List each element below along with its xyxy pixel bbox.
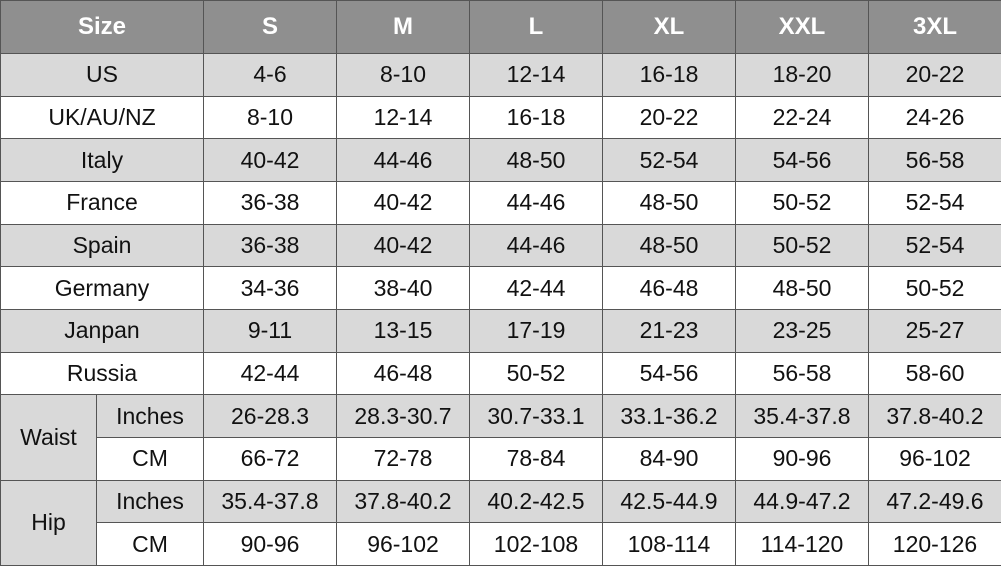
table-cell: 21-23 — [603, 309, 736, 352]
table-cell: 46-48 — [603, 267, 736, 310]
table-cell: 33.1-36.2 — [603, 395, 736, 438]
table-cell: 26-28.3 — [204, 395, 337, 438]
table-cell: 42-44 — [204, 352, 337, 395]
table-row-germany — [1, 267, 1001, 310]
row-label: Spain — [1, 224, 204, 267]
unit-label: Inches — [97, 395, 204, 438]
table-cell: 13-15 — [337, 309, 470, 352]
table-cell: 54-56 — [603, 352, 736, 395]
unit-label: CM — [97, 523, 204, 566]
table-cell: 36-38 — [204, 224, 337, 267]
row-label: France — [1, 181, 204, 224]
table-cell: 102-108 — [470, 523, 603, 566]
table-cell: 48-50 — [603, 181, 736, 224]
table-cell: 48-50 — [603, 224, 736, 267]
table-cell: 34-36 — [204, 267, 337, 310]
table-row-waist-inches — [1, 395, 1001, 438]
table-cell: 50-52 — [736, 181, 869, 224]
table-cell: 22-24 — [736, 96, 869, 139]
size-header-xxl: XXL — [736, 1, 869, 54]
table-row-hip-inches — [1, 480, 1001, 523]
table-row-hip-cm — [1, 523, 1001, 566]
size-header-xl: XL — [603, 1, 736, 54]
unit-label: Inches — [97, 480, 204, 523]
waist-group-label: Waist — [1, 395, 97, 480]
table-cell: 9-11 — [204, 309, 337, 352]
table-cell: 20-22 — [603, 96, 736, 139]
table-row-waist-cm — [1, 437, 1001, 480]
table-cell: 50-52 — [869, 267, 1001, 310]
table-cell: 72-78 — [337, 437, 470, 480]
table-cell: 44-46 — [470, 224, 603, 267]
size-header-row — [1, 1, 1001, 54]
table-row-france — [1, 181, 1001, 224]
table-cell: 8-10 — [204, 96, 337, 139]
table-cell: 35.4-37.8 — [736, 395, 869, 438]
unit-label: CM — [97, 437, 204, 480]
table-cell: 52-54 — [869, 224, 1001, 267]
table-cell: 42-44 — [470, 267, 603, 310]
table-cell: 90-96 — [736, 437, 869, 480]
table-cell: 78-84 — [470, 437, 603, 480]
table-row-us — [1, 54, 1001, 97]
size-header-l: L — [470, 1, 603, 54]
row-label: Janpan — [1, 309, 204, 352]
table-cell: 96-102 — [869, 437, 1001, 480]
table-cell: 36-38 — [204, 181, 337, 224]
table-cell: 66-72 — [204, 437, 337, 480]
table-cell: 37.8-40.2 — [869, 395, 1001, 438]
table-cell: 12-14 — [337, 96, 470, 139]
table-cell: 24-26 — [869, 96, 1001, 139]
table-cell: 40-42 — [204, 139, 337, 182]
table-cell: 48-50 — [470, 139, 603, 182]
size-header-3xl: 3XL — [869, 1, 1001, 54]
size-header-label: Size — [1, 1, 204, 54]
table-cell: 8-10 — [337, 54, 470, 97]
table-cell: 44-46 — [337, 139, 470, 182]
row-label: Russia — [1, 352, 204, 395]
table-cell: 37.8-40.2 — [337, 480, 470, 523]
size-header-s: S — [204, 1, 337, 54]
table-cell: 20-22 — [869, 54, 1001, 97]
table-cell: 17-19 — [470, 309, 603, 352]
table-cell: 58-60 — [869, 352, 1001, 395]
row-label: UK/AU/NZ — [1, 96, 204, 139]
table-cell: 18-20 — [736, 54, 869, 97]
table-cell: 38-40 — [337, 267, 470, 310]
table-cell: 28.3-30.7 — [337, 395, 470, 438]
table-cell: 44.9-47.2 — [736, 480, 869, 523]
table-cell: 114-120 — [736, 523, 869, 566]
table-cell: 12-14 — [470, 54, 603, 97]
table-cell: 56-58 — [736, 352, 869, 395]
table-cell: 16-18 — [603, 54, 736, 97]
table-row-russia — [1, 352, 1001, 395]
table-cell: 50-52 — [470, 352, 603, 395]
row-label: Italy — [1, 139, 204, 182]
table-row-italy — [1, 139, 1001, 182]
table-cell: 90-96 — [204, 523, 337, 566]
table-cell: 44-46 — [470, 181, 603, 224]
row-label: US — [1, 54, 204, 97]
table-cell: 56-58 — [869, 139, 1001, 182]
table-cell: 16-18 — [470, 96, 603, 139]
table-cell: 48-50 — [736, 267, 869, 310]
table-cell: 84-90 — [603, 437, 736, 480]
table-cell: 42.5-44.9 — [603, 480, 736, 523]
table-cell: 108-114 — [603, 523, 736, 566]
size-header-m: M — [337, 1, 470, 54]
table-cell: 25-27 — [869, 309, 1001, 352]
table-row-uk — [1, 96, 1001, 139]
hip-group-label: Hip — [1, 480, 97, 565]
table-cell: 30.7-33.1 — [470, 395, 603, 438]
table-cell: 35.4-37.8 — [204, 480, 337, 523]
row-label: Germany — [1, 267, 204, 310]
table-cell: 96-102 — [337, 523, 470, 566]
table-cell: 40-42 — [337, 181, 470, 224]
table-row-spain — [1, 224, 1001, 267]
table-cell: 40-42 — [337, 224, 470, 267]
table-row-japan — [1, 309, 1001, 352]
table-cell: 46-48 — [337, 352, 470, 395]
table-cell: 50-52 — [736, 224, 869, 267]
table-cell: 47.2-49.6 — [869, 480, 1001, 523]
table-cell: 52-54 — [603, 139, 736, 182]
table-cell: 40.2-42.5 — [470, 480, 603, 523]
table-cell: 54-56 — [736, 139, 869, 182]
table-cell: 23-25 — [736, 309, 869, 352]
table-cell: 52-54 — [869, 181, 1001, 224]
table-cell: 120-126 — [869, 523, 1001, 566]
table-cell: 4-6 — [204, 54, 337, 97]
